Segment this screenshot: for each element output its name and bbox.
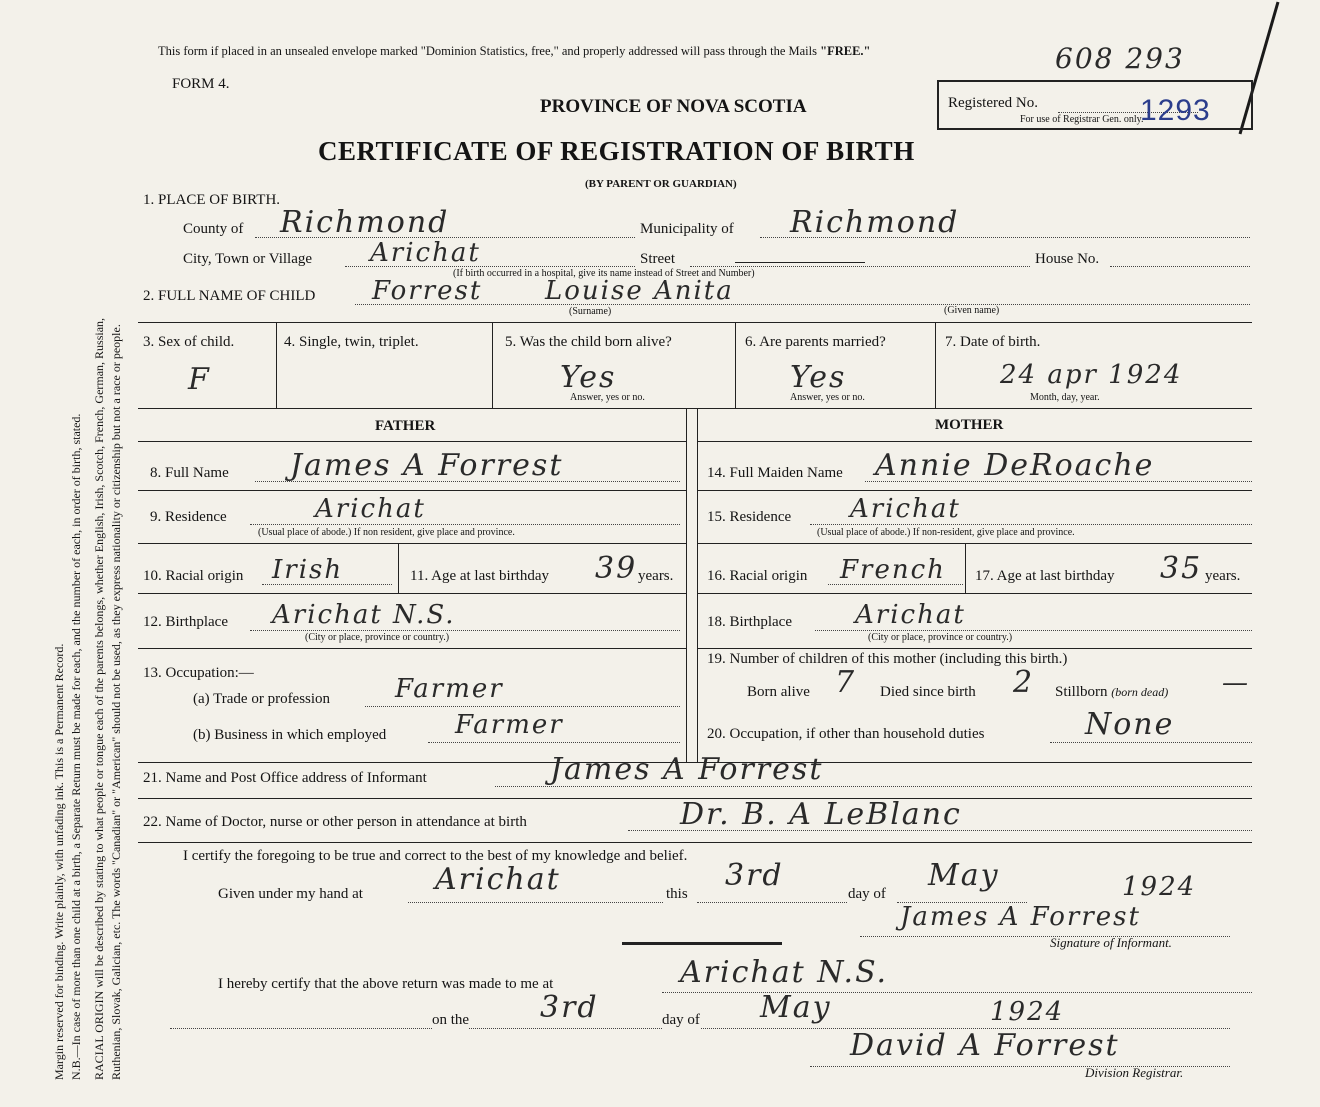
city-label: City, Town or Village bbox=[183, 251, 313, 267]
father-residence-label: 9. Residence bbox=[150, 509, 227, 525]
mother-name-value: Annie DeRoache bbox=[875, 448, 1155, 483]
father-age-label: 11. Age at last birthday bbox=[410, 568, 549, 584]
dob-value: 24 apr 1924 bbox=[1000, 360, 1183, 390]
mail-note-text: This form if placed in an unsealed envelope marked "Dominion Statistics, free," and properly addressed will pass through the Mails bbox=[158, 44, 821, 58]
child-name-line bbox=[355, 304, 1250, 305]
day-value: 3rd bbox=[725, 858, 784, 893]
place-heading: 1. PLACE OF BIRTH. bbox=[143, 192, 281, 208]
born-alive-label: Born alive bbox=[747, 684, 810, 700]
informant-value: James A Forrest bbox=[550, 752, 824, 787]
municipality-label: Municipality of bbox=[640, 221, 734, 237]
mother-children-label: 19. Number of children of this mother (including this birth.) bbox=[707, 651, 1068, 667]
day-line bbox=[697, 902, 847, 903]
form-number: FORM 4. bbox=[172, 76, 230, 92]
mother-race-label: 16. Racial origin bbox=[707, 568, 808, 584]
born-alive-value: 7 bbox=[835, 665, 857, 700]
stillborn-text: Stillborn bbox=[1055, 684, 1108, 700]
return-day-of-label: day of bbox=[662, 1012, 700, 1028]
parents-divider-left bbox=[686, 408, 687, 762]
street-label: Street bbox=[640, 251, 675, 267]
municipality-value: Richmond bbox=[790, 205, 960, 240]
father-race-divider bbox=[398, 543, 399, 593]
stillborn-value: — bbox=[1222, 668, 1250, 698]
street-dash bbox=[735, 262, 865, 263]
year-value: 1924 bbox=[1122, 872, 1197, 902]
father-residence-caption: (Usual place of abode.) If non resident, give place and province. bbox=[258, 527, 515, 538]
father-birthplace-label: 12. Birthplace bbox=[143, 614, 228, 630]
informant-label: 21. Name and Post Office address of Informant bbox=[143, 770, 427, 786]
grid-top-line bbox=[138, 322, 1252, 323]
father-heading: FATHER bbox=[375, 418, 436, 434]
father-business-label: (b) Business in which employed bbox=[193, 727, 387, 743]
informant-signature: James A Forrest bbox=[900, 902, 1141, 932]
dob-label: 7. Date of birth. bbox=[945, 334, 1041, 350]
mother-age-unit: years. bbox=[1205, 568, 1241, 584]
grid-divider-3 bbox=[735, 322, 736, 408]
on-the-label: on the bbox=[432, 1012, 470, 1028]
sex-label: 3. Sex of child. bbox=[143, 334, 235, 350]
child-surname-value: Forrest bbox=[372, 276, 483, 306]
return-label: I hereby certify that the above return was made to me at bbox=[218, 976, 554, 992]
this-label: this bbox=[666, 886, 688, 902]
certify-statement: I certify the foregoing to be true and correct to the best of my knowledge and belief. bbox=[183, 848, 688, 864]
registrar-signature: David A Forrest bbox=[850, 1028, 1120, 1063]
father-business-value: Farmer bbox=[455, 710, 564, 740]
doctor-label: 22. Name of Doctor, nurse or other person in attendance at birth bbox=[143, 814, 527, 830]
given-place-value: Arichat bbox=[435, 862, 561, 897]
certificate-title: CERTIFICATE OF REGISTRATION OF BIRTH bbox=[318, 136, 915, 166]
mother-residence-label: 15. Residence bbox=[707, 509, 792, 525]
married-label: 6. Are parents married? bbox=[745, 334, 886, 350]
certificate-subtitle: (BY PARENT OR GUARDIAN) bbox=[585, 178, 737, 190]
plurality-label: 4. Single, twin, triplet. bbox=[284, 334, 419, 350]
house-label: House No. bbox=[1035, 251, 1100, 267]
father-row-line-3 bbox=[138, 593, 686, 594]
stillborn-label bbox=[1055, 684, 1168, 701]
mother-birthplace-line bbox=[815, 630, 1252, 631]
mother-birthplace-label: 18. Birthplace bbox=[707, 614, 792, 630]
child-given-value: Louise Anita bbox=[545, 276, 734, 306]
sidebar-note-multiple-births: N.B.—In case of more than one child at a birth, a Separate Return must be made for each, and the number of each, in order of birth, stated. bbox=[69, 413, 83, 1080]
sidebar-note-binding: Margin reserved for binding. Write plainly, with unfading ink. This is a Permanent Record. bbox=[52, 643, 66, 1080]
registrar-note: For use of Registrar Gen. only. bbox=[1020, 114, 1144, 125]
given-caption: (Given name) bbox=[944, 305, 1000, 316]
mail-note-free: "FREE." bbox=[820, 44, 871, 58]
given-place-line bbox=[408, 902, 663, 903]
return-place-line bbox=[662, 992, 1252, 993]
surname-caption: (Surname) bbox=[569, 306, 612, 317]
return-month-value: May bbox=[760, 990, 832, 1025]
mother-residence-line bbox=[810, 524, 1252, 525]
sidebar-note-racial-origin: RACIAL ORIGIN will be described by stating to what people or tongue each of the parents belongs, whether English, Irish, Scotch, French, German, Russian, bbox=[92, 317, 106, 1080]
father-birthplace-line bbox=[250, 630, 680, 631]
father-race-label: 10. Racial origin bbox=[143, 568, 244, 584]
mail-note bbox=[158, 44, 870, 59]
father-race-value: Irish bbox=[272, 555, 344, 585]
certify-separator bbox=[622, 942, 782, 945]
father-birthplace-value: Arichat N.S. bbox=[272, 600, 456, 630]
mother-occupation-label: 20. Occupation, if other than household duties bbox=[707, 726, 985, 742]
registrar-caption: Division Registrar. bbox=[1085, 1065, 1184, 1080]
mother-row-line-2 bbox=[697, 543, 1252, 544]
archive-number: 608 293 bbox=[1055, 42, 1185, 75]
father-name-value: James A Forrest bbox=[290, 448, 564, 483]
father-trade-line bbox=[365, 706, 680, 707]
father-residence-value: Arichat bbox=[315, 494, 426, 524]
registered-value: 1293 bbox=[1140, 94, 1211, 127]
mother-occupation-value: None bbox=[1085, 707, 1175, 742]
house-line bbox=[1110, 266, 1250, 267]
mother-age-label: 17. Age at last birthday bbox=[975, 568, 1115, 584]
died-label: Died since birth bbox=[880, 684, 976, 700]
given-label: Given under my hand at bbox=[218, 886, 363, 902]
street-line bbox=[690, 266, 1030, 267]
parents-header-line-left bbox=[138, 441, 686, 442]
hospital-note: (If birth occurred in a hospital, give its name instead of Street and Number) bbox=[453, 268, 755, 279]
mother-name-label: 14. Full Maiden Name bbox=[707, 465, 843, 481]
father-row-line-1 bbox=[138, 490, 686, 491]
mother-row-line-3 bbox=[697, 593, 1252, 594]
father-occupation-label: 13. Occupation:— bbox=[143, 665, 254, 681]
mother-birthplace-caption: (City or place, province or country.) bbox=[868, 632, 1013, 643]
doctor-row-line bbox=[138, 842, 1252, 843]
grid-divider-4 bbox=[935, 322, 936, 408]
mother-heading: MOTHER bbox=[935, 417, 1004, 433]
dob-caption: Month, day, year. bbox=[1030, 392, 1100, 403]
return-year-value: 1924 bbox=[990, 997, 1065, 1027]
doctor-value: Dr. B. A LeBlanc bbox=[680, 797, 962, 832]
day-of-label: day of bbox=[848, 886, 886, 902]
parents-header-line-right bbox=[697, 441, 1252, 442]
mother-birthplace-value: Arichat bbox=[855, 600, 966, 630]
alive-value: Yes bbox=[560, 360, 617, 395]
father-age-unit: years. bbox=[638, 568, 674, 584]
child-name-label: 2. FULL NAME OF CHILD bbox=[143, 288, 316, 304]
father-name-label: 8. Full Name bbox=[150, 465, 229, 481]
return-place-value: Arichat N.S. bbox=[680, 955, 889, 990]
signature-line bbox=[860, 936, 1230, 937]
mother-race-value: French bbox=[840, 555, 946, 585]
father-trade-value: Farmer bbox=[395, 674, 504, 704]
married-caption: Answer, yes or no. bbox=[790, 392, 865, 403]
mother-row-line-1 bbox=[697, 490, 1252, 491]
father-row-line-2 bbox=[138, 543, 686, 544]
mother-race-divider bbox=[965, 543, 966, 593]
grid-divider-1 bbox=[276, 322, 277, 408]
return-day-value: 3rd bbox=[540, 990, 599, 1025]
alive-label: 5. Was the child born alive? bbox=[505, 334, 672, 350]
stillborn-note: (born dead) bbox=[1111, 685, 1169, 699]
died-value: 2 bbox=[1013, 665, 1035, 700]
alive-caption: Answer, yes or no. bbox=[570, 392, 645, 403]
sidebar-note-nationality: Ruthenian, Slovak, Galician, etc. The words "Canadian" or "American" should not be used, as they express nationality or citizenship but not a race or people. bbox=[109, 324, 123, 1080]
father-trade-label: (a) Trade or profession bbox=[193, 691, 331, 707]
mother-age-value: 35 bbox=[1160, 551, 1203, 586]
father-residence-line bbox=[250, 524, 680, 525]
mother-row-line-4 bbox=[697, 648, 1252, 649]
month-value: May bbox=[928, 858, 1000, 893]
father-birthplace-caption: (City or place, province or country.) bbox=[305, 632, 450, 643]
father-row-line-4 bbox=[138, 648, 686, 649]
parents-divider-right bbox=[697, 408, 698, 762]
province-heading: PROVINCE OF NOVA SCOTIA bbox=[540, 96, 807, 117]
city-value: Arichat bbox=[370, 238, 481, 268]
signature-caption: Signature of Informant. bbox=[1050, 935, 1172, 950]
sex-value: F bbox=[188, 362, 211, 397]
grid-bottom-line bbox=[138, 408, 1252, 409]
mother-residence-value: Arichat bbox=[850, 494, 961, 524]
married-value: Yes bbox=[790, 360, 847, 395]
county-label: County of bbox=[183, 221, 244, 237]
grid-divider-2 bbox=[492, 322, 493, 408]
registered-label: Registered No. bbox=[948, 95, 1038, 111]
mother-occupation-line bbox=[1050, 742, 1252, 743]
county-value: Richmond bbox=[280, 205, 450, 240]
father-business-line bbox=[428, 742, 680, 743]
mother-residence-caption: (Usual place of abode.) If non-resident, give place and province. bbox=[817, 527, 1075, 538]
father-age-value: 39 bbox=[595, 551, 638, 586]
